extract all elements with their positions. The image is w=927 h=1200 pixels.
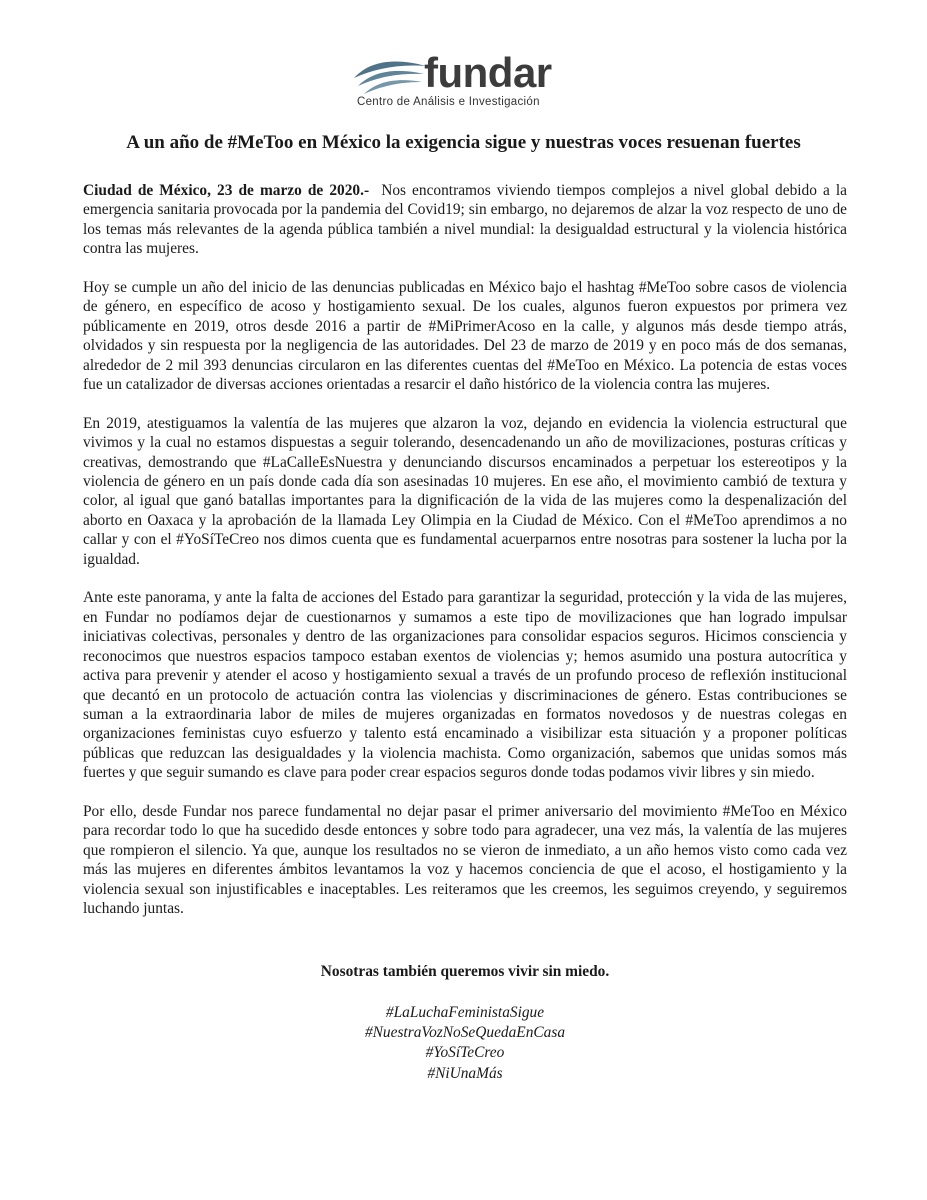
paragraph: Hoy se cumple un año del inicio de las denuncias publicadas en México bajo el hashtag #MeToo sobre casos de violencia de género, en específico de acoso y hostigamiento sexual. De los cuales, algunos fueron expuestos por primera vez públicamente en 2019, otros desde 2016 a partir de #MiPrimerAcoso en la calle, y algunos más desde tiempo atrás, olvidados y sin respuesta por la negligencia de las autoridades. Del 23 de marzo de 2019 y en poco más de dos semanas, alrededor de 2 mil 393 denuncias circularon en las diferentes cuentas del #MeToo en México. La potencia de estas voces fue un catalizador de diversas acciones orientadas a resarcir el daño histórico de la violencia contra las mujeres. [83,279,847,394]
hashtag: #YoSíTeCreo [425,1044,505,1062]
hashtag: #NiUnaMás [427,1064,503,1082]
paragraph-text: Nos encontramos viviendo tiempos complejos a nivel global debido a la emergencia sanitaria provocada por la pandemia del Covid19; sin embargo, no dejaremos de alzar la voz respecto de uno de los temas más relevantes de la agenda pública también a nivel mundial: la desigualdad estructural y la violencia histórica contra las mujeres. [83,182,847,258]
paragraph [83,181,847,259]
paragraph: En 2019, atestiguamos la valentía de las mujeres que alzaron la voz, dejando en evidencia la violencia estructural que vivimos y la cual no estamos dispuestas a seguir tolerando, desencadenando un año de movilizaciones, posturas críticas y creativas, demostrando que #LaCalleEsNuestra y denunciando discursos encaminados a perpetuar los estereotipos y la violencia de género en un país donde cada día son asesinadas 10 mujeres. En ese año, el movimiento cambió de textura y color, al igual que ganó batallas importantes para la dignificación de la vida de las mujeres como la despenalización del aborto en Oaxaca y la aprobación de la llamada Ley Olimpia en la Ciudad de México. Con el #MeToo aprendimos a no callar y con el #YoSíTeCreo nos dimos cuenta que es fundamental acuerparnos entre nosotras para sostener la lucha por la igualdad. [83,414,847,568]
wave-logo-icon [352,56,428,96]
hashtag: #NuestraVozNoSeQuedaEnCasa [364,1024,566,1042]
page-title: A un año de #MeToo en México la exigencia sigue y nuestras voces resuenan fuertes [126,132,801,153]
dateline: Ciudad de México, 23 de marzo de 2020.- [83,182,370,199]
document-body [83,181,847,938]
paragraph: Por ello, desde Fundar nos parece fundamental no dejar pasar el primer aniversario del movimiento #MeToo en México para recordar todo lo que ha sucedido desde entonces y sobre todo para agradecer, una vez más, la valentía de las mujeres que rompieron el silencio. Ya que, aunque los resultados no se vieron de inmediato, a un año hemos visto como cada vez más las mujeres en diferentes ámbitos levantamos la voz y hacemos conciencia de que el acoso, el hostigamiento y la violencia sexual son injustificables e inaceptables. Les reiteramos que les creemos, les seguimos creyendo, y seguiremos luchando juntas. [83,802,847,917]
hashtag: #LaLuchaFeministaSigue [385,1004,545,1021]
logo-tagline: Centro de Análisis e Investigación [357,96,540,108]
fundar-logo [352,49,582,112]
logo-wordmark: fundar [424,49,552,96]
closing-line: Nosotras también queremos vivir sin miedo. [320,963,610,980]
paragraph: Ante este panorama, y ante la falta de acciones del Estado para garantizar la seguridad, protección y la vida de las mujeres, en Fundar no podíamos dejar de cuestionarnos y sumamos a este tipo de movilizaciones que han logrado impulsar iniciativas colectivas, personales y dentro de las organizaciones para consolidar espacios seguros. Hicimos consciencia y reconocimos que nuestros espacios tampoco estaban exentos de violencias y; hemos asumido una postura autocrítica y activa para prevenir y atender el acoso y hostigamiento sexual a través de un profundo proceso de reflexión institucional que decantó en un protocolo de actuación contra las violencias y discriminaciones de género. Estas contribuciones se suman a la extraordinaria labor de miles de mujeres organizadas en formatos novedosos y de nuestras colegas en organizaciones feministas cuyo esfuerzo y talento está encaminado a visibilizar esta situación y a proponer políticas públicas que reduzcan las desigualdades y la violencia machista. Como organización, sabemos que unidas somos más fuertes y que seguir sumando es clave para poder crear espacios seguros donde todas podamos vivir libres y sin miedo. [83,589,847,782]
hashtag-list [83,1003,847,1084]
